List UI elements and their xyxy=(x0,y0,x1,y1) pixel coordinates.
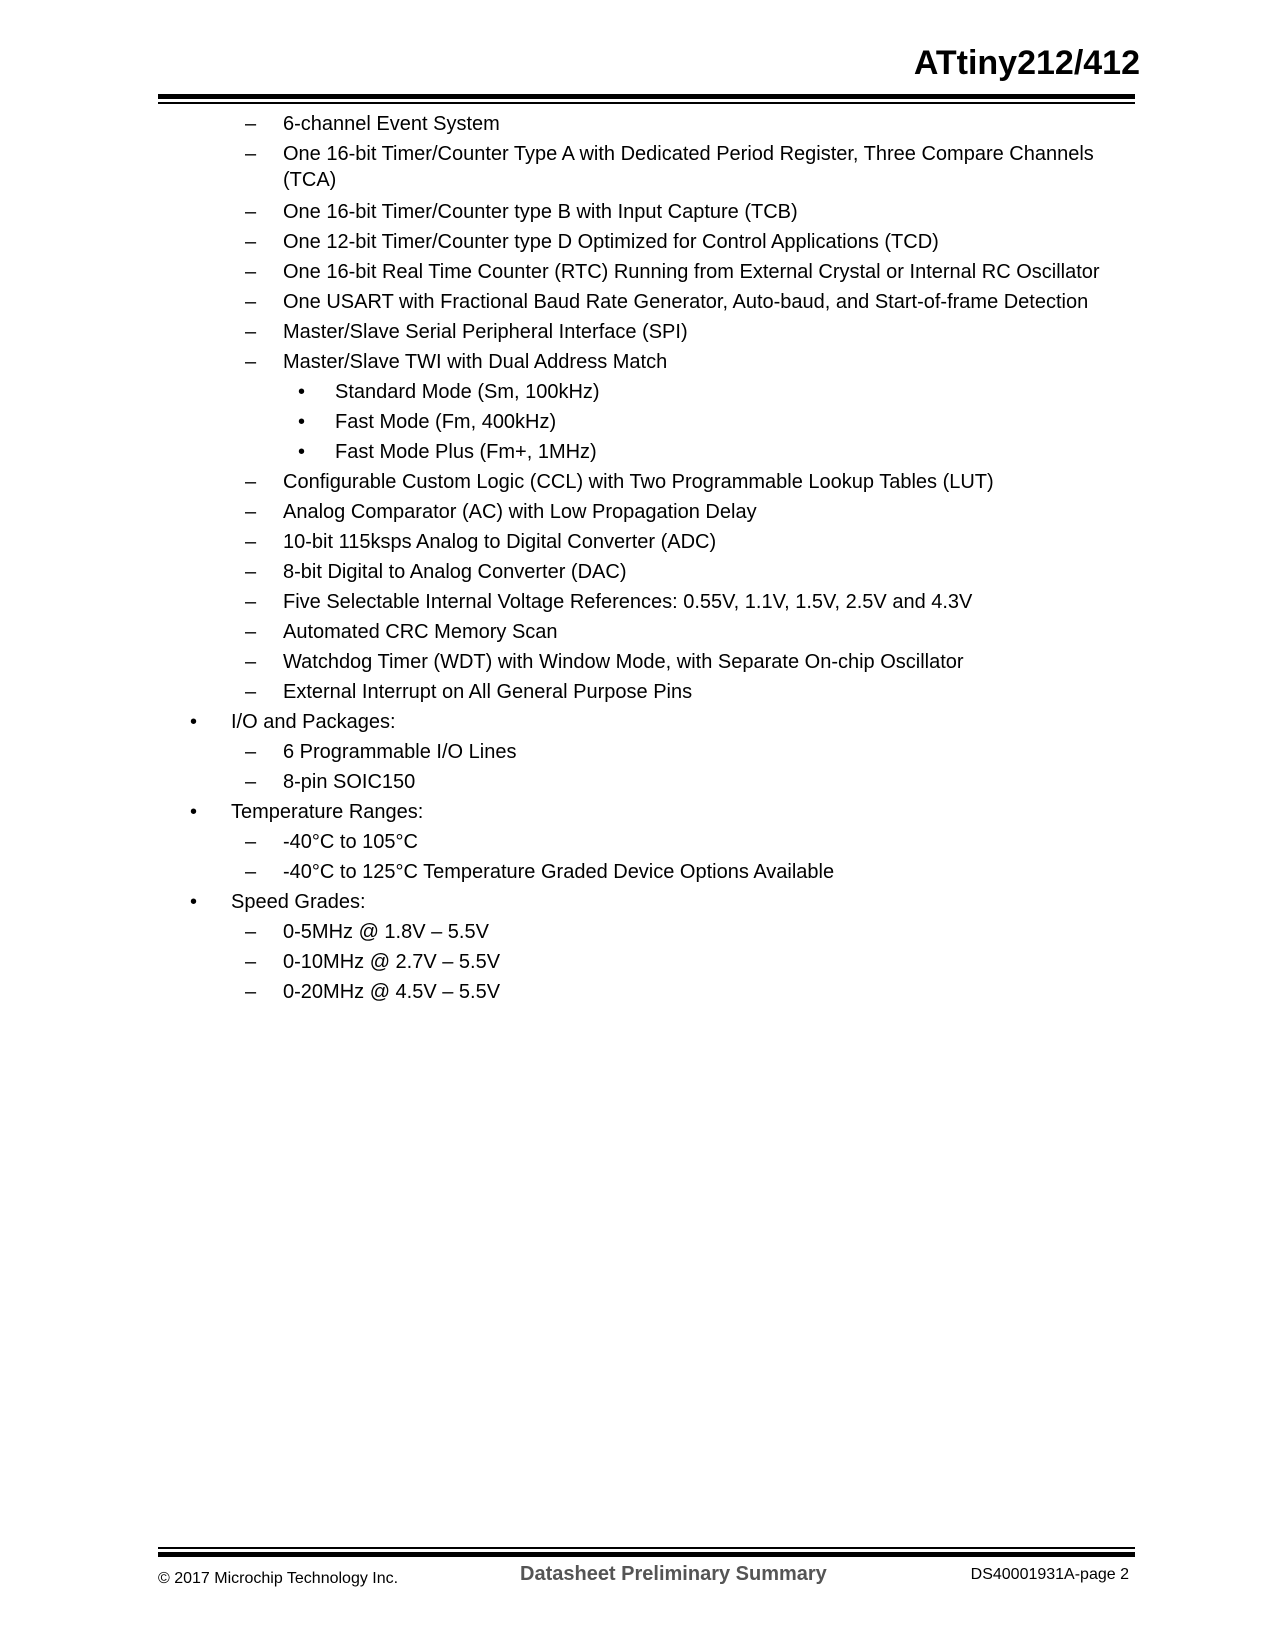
list-item xyxy=(0,200,1275,230)
dash-marker: – xyxy=(245,591,257,613)
dash-marker: – xyxy=(245,831,257,853)
item-text: Automated CRC Memory Scan xyxy=(283,621,558,643)
item-text: 8-bit Digital to Analog Converter (DAC) xyxy=(283,561,627,583)
dash-marker: – xyxy=(245,681,257,703)
list-item xyxy=(0,680,1275,710)
list-item xyxy=(0,710,1275,740)
item-text: 0-20MHz @ 4.5V – 5.5V xyxy=(283,981,501,1003)
list-subitem xyxy=(0,440,1275,470)
dash-marker: – xyxy=(245,861,257,883)
dash-marker: – xyxy=(245,471,257,493)
list-item xyxy=(0,770,1275,800)
list-item xyxy=(0,470,1275,500)
list-item xyxy=(0,920,1275,950)
list-item xyxy=(0,860,1275,890)
item-text: Fast Mode (Fm, 400kHz) xyxy=(335,411,557,433)
item-text: 6-channel Event System xyxy=(283,113,500,135)
header-rule-thick xyxy=(158,94,1135,99)
item-text: One 16-bit Timer/Counter type B with Input Capture (TCB) xyxy=(283,201,798,223)
item-text: Master/Slave Serial Peripheral Interface (SPI) xyxy=(283,321,688,343)
item-text: External Interrupt on All General Purpose Pins xyxy=(283,681,693,703)
list-item xyxy=(0,530,1275,560)
dash-marker: – xyxy=(245,113,257,135)
bullet-marker: • xyxy=(190,711,198,733)
item-text: Master/Slave TWI with Dual Address Match xyxy=(283,351,668,373)
list-item xyxy=(0,980,1275,1010)
footer-rule-thin xyxy=(158,1547,1135,1549)
item-text: 0-10MHz @ 2.7V – 5.5V xyxy=(283,951,501,973)
footer-rule-thick xyxy=(158,1552,1135,1557)
item-text: Standard Mode (Sm, 100kHz) xyxy=(335,381,600,403)
item-text: 8-pin SOIC150 xyxy=(283,771,416,793)
list-item xyxy=(0,590,1275,620)
dash-marker: – xyxy=(245,501,257,523)
list-item xyxy=(0,890,1275,920)
item-text: Analog Comparator (AC) with Low Propagation Delay xyxy=(283,501,757,523)
dash-marker: – xyxy=(245,561,257,583)
item-text: 6 Programmable I/O Lines xyxy=(283,741,517,763)
dash-marker: – xyxy=(245,351,257,373)
list-subitem xyxy=(0,410,1275,440)
item-text: Watchdog Timer (WDT) with Window Mode, with Separate On-chip Oscillator xyxy=(283,651,964,673)
item-text: Fast Mode Plus (Fm+, 1MHz) xyxy=(335,441,597,463)
item-text: One 12-bit Timer/Counter type D Optimized for Control Applications (TCD) xyxy=(283,231,939,253)
footer-page-number: DS40001931A-page 2 xyxy=(970,1566,1129,1583)
list-item xyxy=(0,290,1275,320)
dash-marker: – xyxy=(245,921,257,943)
dash-marker: – xyxy=(245,231,257,253)
bullet-marker: • xyxy=(190,891,198,913)
item-text: -40°C to 105°C xyxy=(283,831,418,853)
bullet-marker: • xyxy=(190,801,198,823)
item-text: Configurable Custom Logic (CCL) with Two Programmable Lookup Tables (LUT) xyxy=(283,471,994,493)
list-item xyxy=(0,260,1275,290)
dash-marker: – xyxy=(245,981,257,1003)
item-text: 10-bit 115ksps Analog to Digital Converter (ADC) xyxy=(283,531,717,553)
list-item xyxy=(0,800,1275,830)
dash-marker: – xyxy=(245,651,257,673)
item-text: (TCA) xyxy=(283,169,337,191)
list-item xyxy=(0,740,1275,770)
feature-list xyxy=(0,112,1275,1010)
list-item xyxy=(0,142,1275,168)
item-text: 0-5MHz @ 1.8V – 5.5V xyxy=(283,921,489,943)
list-item xyxy=(0,500,1275,530)
list-item xyxy=(0,350,1275,380)
dash-marker: – xyxy=(245,261,257,283)
item-text: One USART with Fractional Baud Rate Generator, Auto-baud, and Start-of-frame Detection xyxy=(283,291,1089,313)
list-item xyxy=(0,112,1275,142)
document-title: ATtiny212/412 xyxy=(913,44,1140,82)
bullet-marker: • xyxy=(298,411,306,433)
dash-marker: – xyxy=(245,321,257,343)
item-text: -40°C to 125°C Temperature Graded Device Options Available xyxy=(283,861,835,883)
dash-marker: – xyxy=(245,771,257,793)
footer-copyright: © 2017 Microchip Technology Inc. xyxy=(158,1570,399,1587)
list-item xyxy=(0,230,1275,260)
list-item xyxy=(0,560,1275,590)
list-item xyxy=(0,650,1275,680)
list-item xyxy=(0,950,1275,980)
item-text: One 16-bit Timer/Counter Type A with Dedicated Period Register, Three Compare Channels xyxy=(283,143,1094,165)
dash-marker: – xyxy=(245,201,257,223)
section-heading: I/O and Packages: xyxy=(231,711,396,733)
dash-marker: – xyxy=(245,143,257,165)
list-item xyxy=(0,320,1275,350)
section-heading: Temperature Ranges: xyxy=(231,801,424,823)
dash-marker: – xyxy=(245,531,257,553)
dash-marker: – xyxy=(245,621,257,643)
list-item xyxy=(0,620,1275,650)
dash-marker: – xyxy=(245,951,257,973)
dash-marker: – xyxy=(245,741,257,763)
list-item xyxy=(0,830,1275,860)
list-item-continuation xyxy=(0,168,1275,200)
section-heading: Speed Grades: xyxy=(231,891,366,913)
footer-doc-type: Datasheet Preliminary Summary xyxy=(520,1563,827,1585)
item-text: One 16-bit Real Time Counter (RTC) Running from External Crystal or Internal RC Oscillator xyxy=(283,261,1100,283)
header-rule-thin xyxy=(158,102,1135,104)
bullet-marker: • xyxy=(298,381,306,403)
dash-marker: – xyxy=(245,291,257,313)
bullet-marker: • xyxy=(298,441,306,463)
list-subitem xyxy=(0,380,1275,410)
item-text: Five Selectable Internal Voltage References: 0.55V, 1.1V, 1.5V, 2.5V and 4.3V xyxy=(283,591,973,613)
